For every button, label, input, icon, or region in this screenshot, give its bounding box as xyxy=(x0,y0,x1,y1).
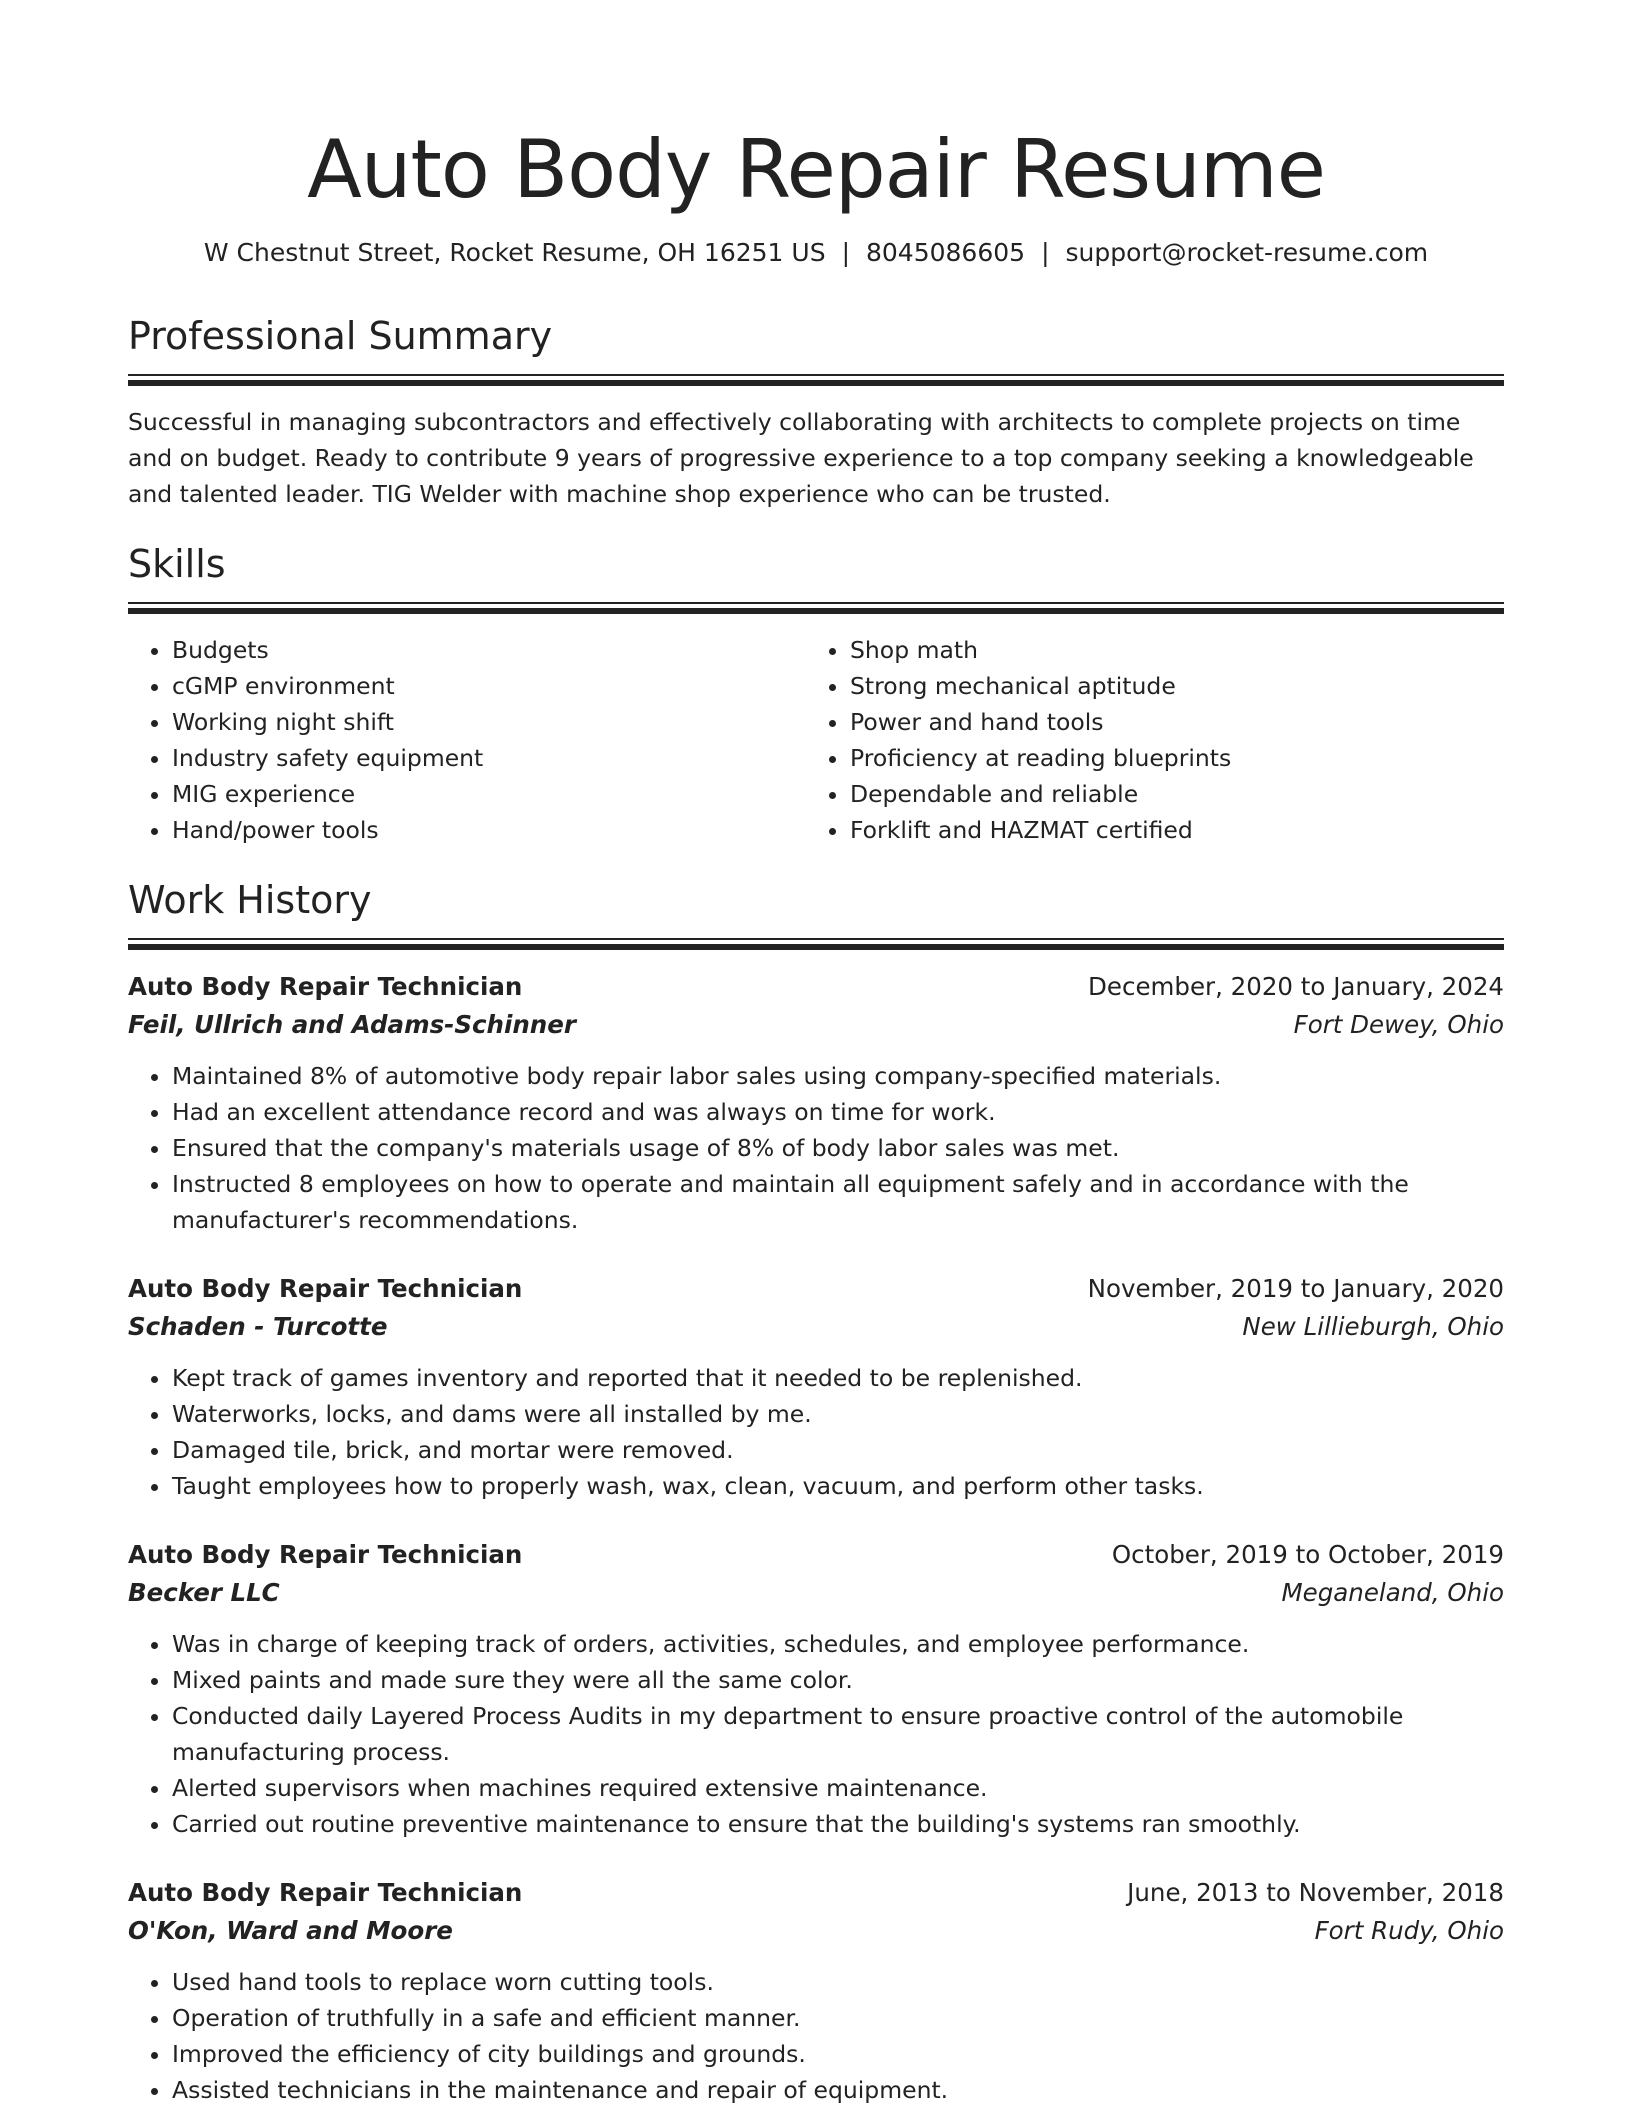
job-location: Fort Dewey, Ohio xyxy=(1293,1010,1504,1039)
job-location: New Lillieburgh, Ohio xyxy=(1242,1312,1504,1341)
job-title: Auto Body Repair Technician xyxy=(128,1274,523,1303)
job-bullet: • Waterworks, locks, and dams were all installed by me. xyxy=(172,1396,1504,1432)
job-bullet: • Alerted supervisors when machines required extensive maintenance. xyxy=(172,1770,1504,1806)
job-company: Becker LLC xyxy=(128,1578,280,1607)
job-bullets xyxy=(128,1964,1504,2108)
skills-column-right xyxy=(806,632,1484,848)
job-header xyxy=(128,1874,1504,1912)
job-title: Auto Body Repair Technician xyxy=(128,1540,523,1569)
job-bullet: • Improved the efficiency of city buildings and grounds. xyxy=(172,2036,1504,2072)
contact-phone: 8045086605 xyxy=(866,238,1026,267)
job-company: Schaden - Turcotte xyxy=(128,1312,388,1341)
job-bullet: • Carried out routine preventive maintenance to ensure that the building's systems ran smoothly. xyxy=(172,1806,1504,1842)
skills-section xyxy=(128,540,1504,848)
skill-item: • Forklift and HAZMAT certified xyxy=(850,812,1484,848)
skill-item: • MIG experience xyxy=(172,776,806,812)
resume-title: Auto Body Repair Resume xyxy=(307,123,1325,216)
section-heading-summary: Professional Summary xyxy=(128,314,553,358)
skill-item: • cGMP environment xyxy=(172,668,806,704)
job-bullet: • Taught employees how to properly wash, wax, clean, vacuum, and perform other tasks. xyxy=(172,1468,1504,1504)
job-entry xyxy=(128,1874,1504,2108)
contact-line xyxy=(128,236,1504,270)
job-bullet: • Had an excellent attendance record and was always on time for work. xyxy=(172,1094,1504,1130)
summary-text: Successful in managing subcontractors and effectively collaborating with architects to complete projects on time and on budget. Ready to contribute 9 years of progressive experience to a top company seeking a knowledgeable and talented leader. TIG Welder with machine shop experience who can be trusted. xyxy=(128,408,1474,508)
job-bullet: • Was in charge of keeping track of orders, activities, schedules, and employee performance. xyxy=(172,1626,1504,1662)
job-dates: October, 2019 to October, 2019 xyxy=(1111,1540,1504,1569)
section-divider xyxy=(128,374,1504,386)
skill-item: • Power and hand tools xyxy=(850,704,1484,740)
contact-separator: | xyxy=(1041,238,1050,267)
job-header xyxy=(128,1536,1504,1574)
job-dates: December, 2020 to January, 2024 xyxy=(1088,972,1504,1001)
job-bullet: • Kept track of games inventory and reported that it needed to be replenished. xyxy=(172,1360,1504,1396)
job-bullets xyxy=(128,1360,1504,1504)
job-bullet: • Assisted technicians in the maintenance and repair of equipment. xyxy=(172,2072,1504,2108)
section-divider xyxy=(128,938,1504,950)
section-heading-skills: Skills xyxy=(128,542,226,586)
job-bullets xyxy=(128,1626,1504,1842)
work-history-section xyxy=(128,876,1504,2108)
job-bullet: • Maintained 8% of automotive body repair labor sales using company-specified materials. xyxy=(172,1058,1504,1094)
job-bullet: • Conducted daily Layered Process Audits in my department to ensure proactive control of the automobile manufacturing process. xyxy=(172,1698,1504,1770)
skill-item: • Dependable and reliable xyxy=(850,776,1484,812)
job-bullet: • Used hand tools to replace worn cutting tools. xyxy=(172,1964,1504,2000)
job-header xyxy=(128,968,1504,1006)
job-bullet: • Mixed paints and made sure they were all the same color. xyxy=(172,1662,1504,1698)
skill-item: • Industry safety equipment xyxy=(172,740,806,776)
professional-summary-section xyxy=(128,312,1504,512)
job-bullet: • Operation of truthfully in a safe and efficient manner. xyxy=(172,2000,1504,2036)
job-header xyxy=(128,1270,1504,1308)
job-bullets xyxy=(128,1058,1504,1238)
job-dates: June, 2013 to November, 2018 xyxy=(1127,1878,1504,1907)
job-company: Feil, Ullrich and Adams-Schinner xyxy=(128,1010,576,1039)
job-company: O'Kon, Ward and Moore xyxy=(128,1916,453,1945)
skill-item: • Proficiency at reading blueprints xyxy=(850,740,1484,776)
job-entry xyxy=(128,1270,1504,1504)
section-divider xyxy=(128,602,1504,614)
skill-item: • Strong mechanical aptitude xyxy=(850,668,1484,704)
contact-email: support@rocket-resume.com xyxy=(1065,238,1429,267)
job-bullet: • Damaged tile, brick, and mortar were removed. xyxy=(172,1432,1504,1468)
skills-grid xyxy=(128,632,1504,848)
job-bullet: • Ensured that the company's materials usage of 8% of body labor sales was met. xyxy=(172,1130,1504,1166)
resume-page xyxy=(128,0,1504,2108)
job-subheader xyxy=(128,1912,1504,1950)
contact-separator: | xyxy=(841,238,850,267)
skill-item: • Hand/power tools xyxy=(172,812,806,848)
skill-item: • Shop math xyxy=(850,632,1484,668)
job-entry xyxy=(128,1536,1504,1842)
job-dates: November, 2019 to January, 2020 xyxy=(1087,1274,1504,1303)
job-subheader xyxy=(128,1006,1504,1044)
section-heading-work-history: Work History xyxy=(128,878,372,922)
job-subheader xyxy=(128,1574,1504,1612)
contact-address: W Chestnut Street, Rocket Resume, OH 16251 US xyxy=(203,238,826,267)
skills-column-left xyxy=(128,632,806,848)
job-subheader xyxy=(128,1308,1504,1346)
skill-item: • Working night shift xyxy=(172,704,806,740)
job-location: Fort Rudy, Ohio xyxy=(1314,1916,1504,1945)
job-title: Auto Body Repair Technician xyxy=(128,972,523,1001)
job-location: Meganeland, Ohio xyxy=(1281,1578,1504,1607)
skill-item: • Budgets xyxy=(172,632,806,668)
job-entry xyxy=(128,968,1504,1238)
job-title: Auto Body Repair Technician xyxy=(128,1878,523,1907)
job-bullet: • Instructed 8 employees on how to operate and maintain all equipment safely and in accordance with the manufacturer's recommendations. xyxy=(172,1166,1504,1238)
